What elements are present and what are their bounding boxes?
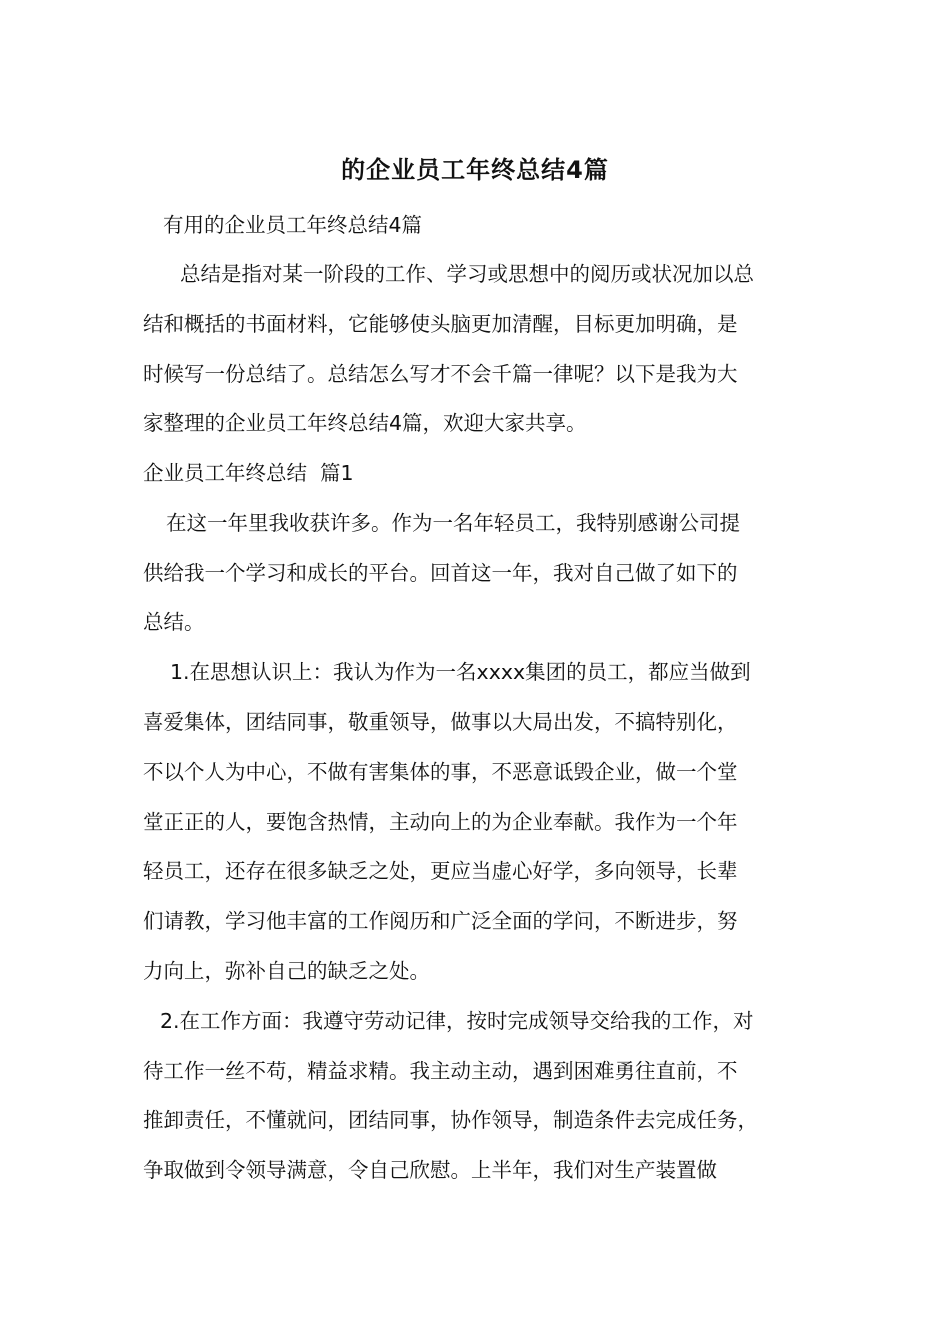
para2-line-5: 轻员工，还存在很多缺乏之处，更应当虚心好学，多向领导，长辈 xyxy=(143,859,738,883)
para1-line-1: 在这一年里我收获许多。作为一名年轻员工，我特别感谢公司提 xyxy=(166,511,740,535)
para1-line-2: 供给我一个学习和成长的平台。回首这一年，我对自己做了如下的 xyxy=(143,561,738,585)
para2-line-3: 不以个人为中心，不做有害集体的事，不恶意诋毁企业，做一个堂 xyxy=(143,760,738,784)
document-subtitle: 有用的企业员工年终总结4篇 xyxy=(163,213,423,237)
document-title: 的企业员工年终总结4篇 xyxy=(341,156,609,184)
para1-line-3: 总结。 xyxy=(143,610,205,634)
para3-line-1: 2.在工作方面：我遵守劳动记律，按时完成领导交给我的工作，对 xyxy=(160,1009,754,1033)
para3-line-2: 待工作一丝不苟，精益求精。我主动主动，遇到困难勇往直前，不 xyxy=(143,1059,738,1083)
para2-line-6: 们请教，学习他丰富的工作阅历和广泛全面的学问，不断进步，努 xyxy=(143,909,738,933)
para3-line-3: 推卸责任，不懂就问，团结同事，协作领导，制造条件去完成任务， xyxy=(143,1108,758,1132)
intro-line-3: 时候写一份总结了。总结怎么写才不会千篇一律呢？以下是我为大 xyxy=(143,362,738,386)
para2-line-4: 堂正正的人，要饱含热情，主动向上的为企业奉献。我作为一个年 xyxy=(143,810,738,834)
para2-line-1: 1.在思想认识上：我认为作为一名xxxx集团的员工，都应当做到 xyxy=(170,660,751,684)
intro-line-1: 总结是指对某一阶段的工作、学习或思想中的阅历或状况加以总 xyxy=(180,262,754,286)
para3-line-4: 争取做到令领导满意，令自己欣慰。上半年，我们对生产装置做 xyxy=(143,1158,717,1182)
section-heading: 企业员工年终总结 篇1 xyxy=(143,461,354,485)
para2-line-7: 力向上，弥补自己的缺乏之处。 xyxy=(143,959,430,983)
para2-line-2: 喜爱集体，团结同事，敬重领导，做事以大局出发，不搞特别化， xyxy=(143,710,738,734)
intro-line-2: 结和概括的书面材料，它能够使头脑更加清醒，目标更加明确，是 xyxy=(143,312,738,336)
intro-line-4: 家整理的企业员工年终总结4篇，欢迎大家共享。 xyxy=(143,411,587,435)
